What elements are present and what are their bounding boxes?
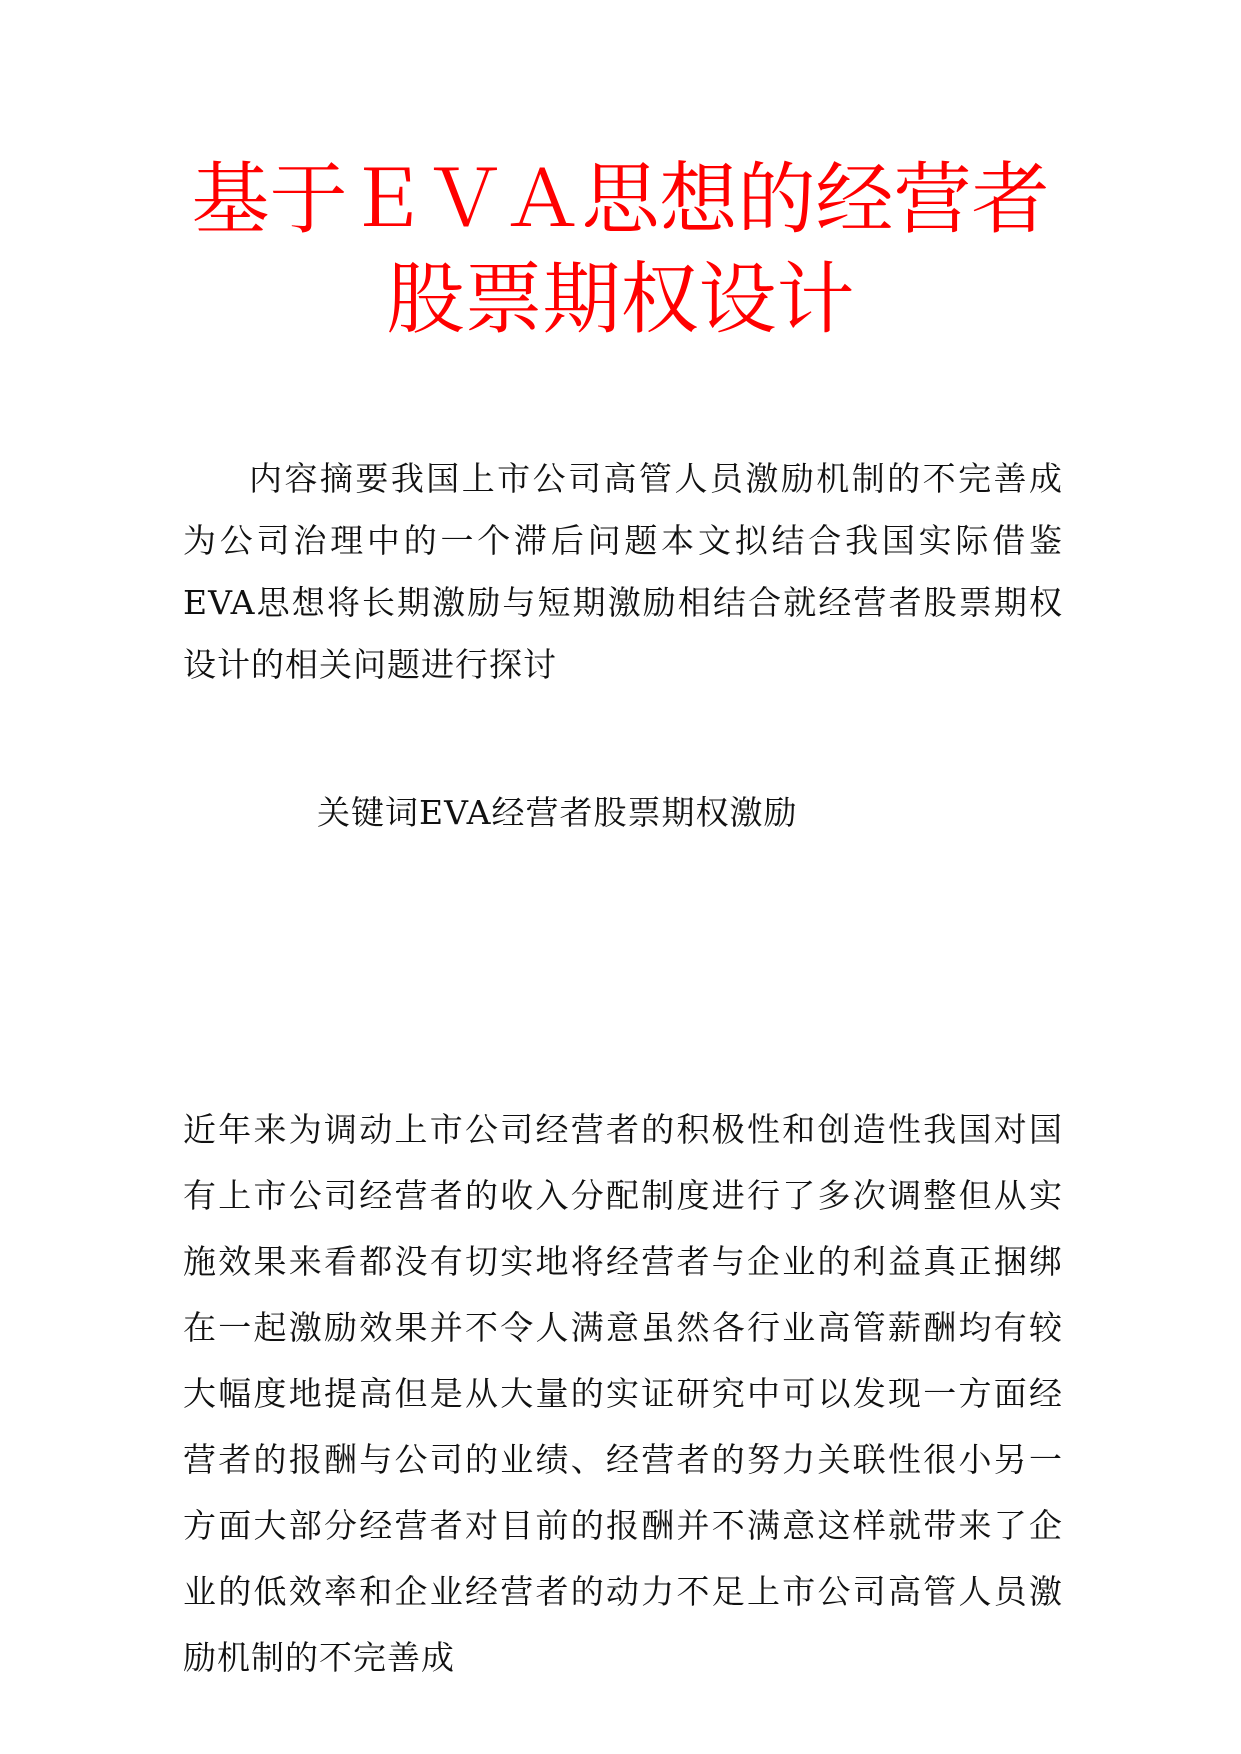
keywords-line: 关键词EVA经营者股票期权激励	[317, 793, 798, 832]
body-paragraph: 近年来为调动上市公司经营者的积极性和创造性我国对国有上市公司经营者的收入分配制度进行了多次调整但从实施效果来看都没有切实地将经营者与企业的利益真正捆绑在一起激励效果并不令人满意虽然各行业高管薪酬均有较大幅度地提高但是从大量的实证研究中可以发现一方面经营者的报酬与公司的业绩、经营者的努力关联性很小另一方面大部分经营者对目前的报酬并不满意这样就带来了企业的低效率和企业经营者的动力不足上市公司高管人员激励机制的不完善成	[183, 1110, 1063, 1677]
abstract-paragraph: 内容摘要我国上市公司高管人员激励机制的不完善成为公司治理中的一个滞后问题本文拟结合我国实际借鉴EVA思想将长期激励与短期激励相结合就经营者股票期权设计的相关问题进行探讨	[183, 459, 1063, 684]
title-line-1: 基于ＥＶＡ思想的经营者	[191, 155, 1050, 245]
title-line-2: 股票期权设计	[386, 255, 855, 345]
document-title	[160, 150, 1081, 350]
